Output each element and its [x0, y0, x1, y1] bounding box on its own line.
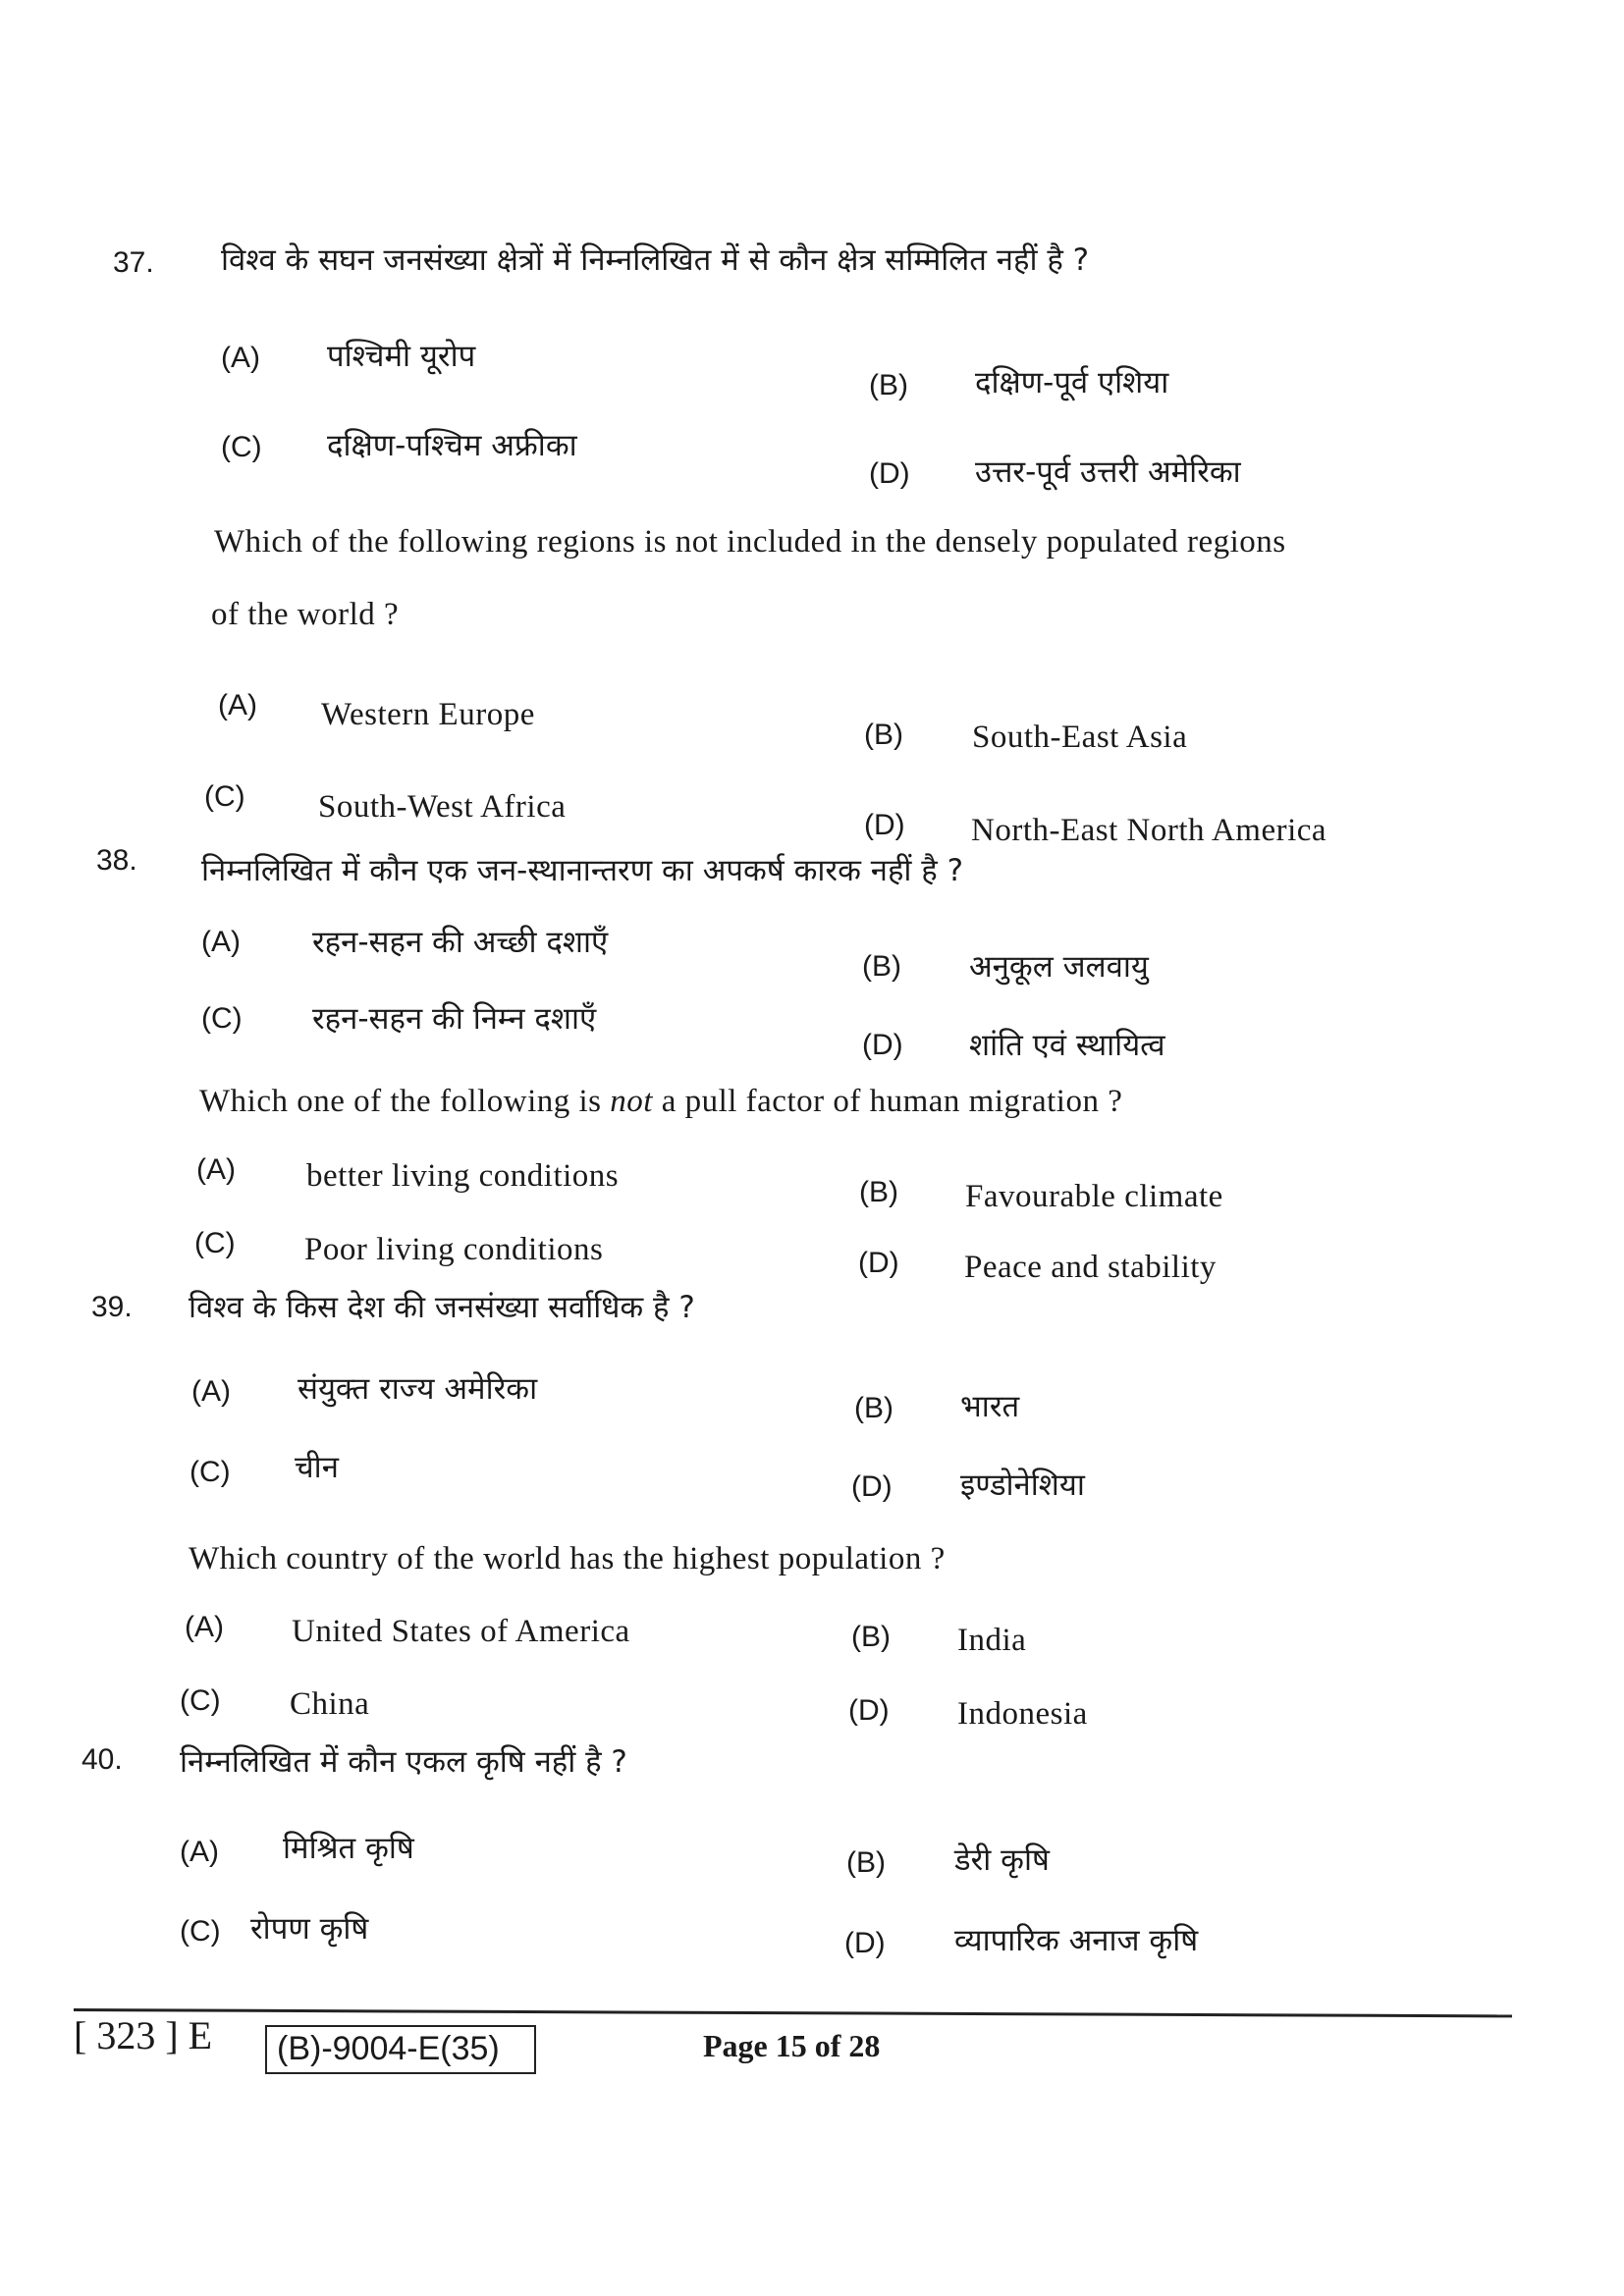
- option-text: संयुक्त राज्य अमेरिका: [298, 1371, 538, 1407]
- emphasis: not: [610, 1084, 653, 1119]
- option-label: (B): [846, 1846, 886, 1879]
- option-text: अनुकूल जलवायु: [969, 949, 1149, 985]
- option-label: (C): [194, 1227, 236, 1259]
- option-label: (C): [180, 1684, 221, 1717]
- text: Which one of the following is: [199, 1084, 611, 1119]
- option-text: पश्चिमी यूरोप: [327, 339, 476, 374]
- text: a pull factor of human migration ?: [652, 1084, 1123, 1119]
- option-text: शांति एवं स्थायित्व: [969, 1028, 1165, 1063]
- option-text: Favourable climate: [965, 1179, 1223, 1214]
- option-label: (A): [218, 689, 257, 721]
- option-text: रहन-सहन की अच्छी दशाएँ: [312, 925, 609, 960]
- option-label: (D): [869, 457, 910, 490]
- option-text: व्यापारिक अनाज कृषि: [954, 1923, 1199, 1958]
- option-text: Poor living conditions: [304, 1232, 604, 1267]
- option-label: (B): [864, 719, 903, 751]
- option-text: North-East North America: [971, 813, 1327, 848]
- question-number: 37.: [113, 246, 154, 279]
- option-text: भारत: [960, 1389, 1020, 1424]
- option-label: (D): [864, 809, 905, 841]
- footer-code: [ 323 ] E: [74, 2013, 213, 2057]
- option-label: (B): [854, 1392, 893, 1424]
- option-text: Indonesia: [957, 1696, 1088, 1732]
- option-label: (C): [180, 1915, 221, 1948]
- option-label: (B): [862, 950, 901, 983]
- question-text-hindi: विश्व के किस देश की जनसंख्या सर्वाधिक है ?: [189, 1290, 695, 1325]
- option-text: better living conditions: [306, 1158, 620, 1194]
- option-label: (D): [848, 1694, 890, 1727]
- question-number: 39.: [91, 1291, 133, 1323]
- option-label: (A): [185, 1611, 224, 1643]
- option-text: South-West Africa: [318, 789, 567, 825]
- option-label: (A): [180, 1836, 219, 1868]
- option-label: (D): [858, 1247, 899, 1279]
- option-text: रहन-सहन की निम्न दशाएँ: [312, 1001, 597, 1037]
- option-text: Peace and stability: [964, 1250, 1217, 1285]
- option-text: China: [290, 1686, 370, 1722]
- option-label: (C): [204, 780, 245, 813]
- option-label: (D): [862, 1029, 903, 1061]
- option-text: इण्डोनेशिया: [960, 1468, 1085, 1503]
- option-text: United States of America: [292, 1614, 630, 1649]
- option-text: मिश्रित कृषि: [283, 1831, 414, 1866]
- option-label: (C): [201, 1002, 243, 1035]
- paper-code: (B)-9004-E(35): [277, 2030, 500, 2067]
- option-text: चीन: [295, 1450, 339, 1485]
- question-text-hindi: निम्नलिखित में कौन एक जन-स्थानान्तरण का अपकर्ष कारक नहीं है ?: [201, 853, 964, 888]
- option-label: (A): [196, 1153, 236, 1186]
- question-text-hindi: निम्नलिखित में कौन एकल कृषि नहीं है ?: [180, 1744, 627, 1780]
- option-label: (B): [851, 1621, 891, 1653]
- option-text: Western Europe: [321, 697, 535, 732]
- option-label: (B): [869, 369, 908, 401]
- option-text: डेरी कृषि: [954, 1842, 1050, 1878]
- question-text-english-cont: of the world ?: [211, 597, 400, 632]
- option-text: दक्षिण-पूर्व एशिया: [975, 365, 1169, 400]
- page-number: Page 15 of 28: [703, 2028, 881, 2063]
- footer-divider: [74, 2008, 1512, 2017]
- question-text-english: Which of the following regions is not included in the densely populated regions: [214, 524, 1286, 560]
- option-label: (D): [851, 1470, 893, 1503]
- question-text-english: Which country of the world has the highest population ?: [189, 1541, 946, 1576]
- question-number: 40.: [81, 1743, 123, 1776]
- option-label: (A): [221, 342, 260, 374]
- option-text: रोपण कृषि: [250, 1911, 369, 1947]
- question-text-hindi: विश्व के सघन जनसंख्या क्षेत्रों में निम्नलिखित में से कौन क्षेत्र सम्मिलित नहीं है ?: [221, 242, 1090, 278]
- option-text: South-East Asia: [972, 720, 1188, 755]
- option-text: दक्षिण-पश्चिम अफ्रीका: [327, 428, 577, 463]
- option-text: India: [957, 1623, 1027, 1658]
- option-label: (C): [221, 431, 262, 463]
- question-number: 38.: [96, 844, 137, 877]
- option-label: (C): [189, 1456, 231, 1488]
- question-text-english: [199, 1086, 1122, 1118]
- option-label: (A): [191, 1375, 231, 1408]
- option-label: (B): [859, 1176, 898, 1208]
- option-text: उत्तर-पूर्व उत्तरी अमेरिका: [975, 454, 1241, 490]
- option-label: (A): [201, 926, 241, 958]
- option-label: (D): [844, 1927, 886, 1959]
